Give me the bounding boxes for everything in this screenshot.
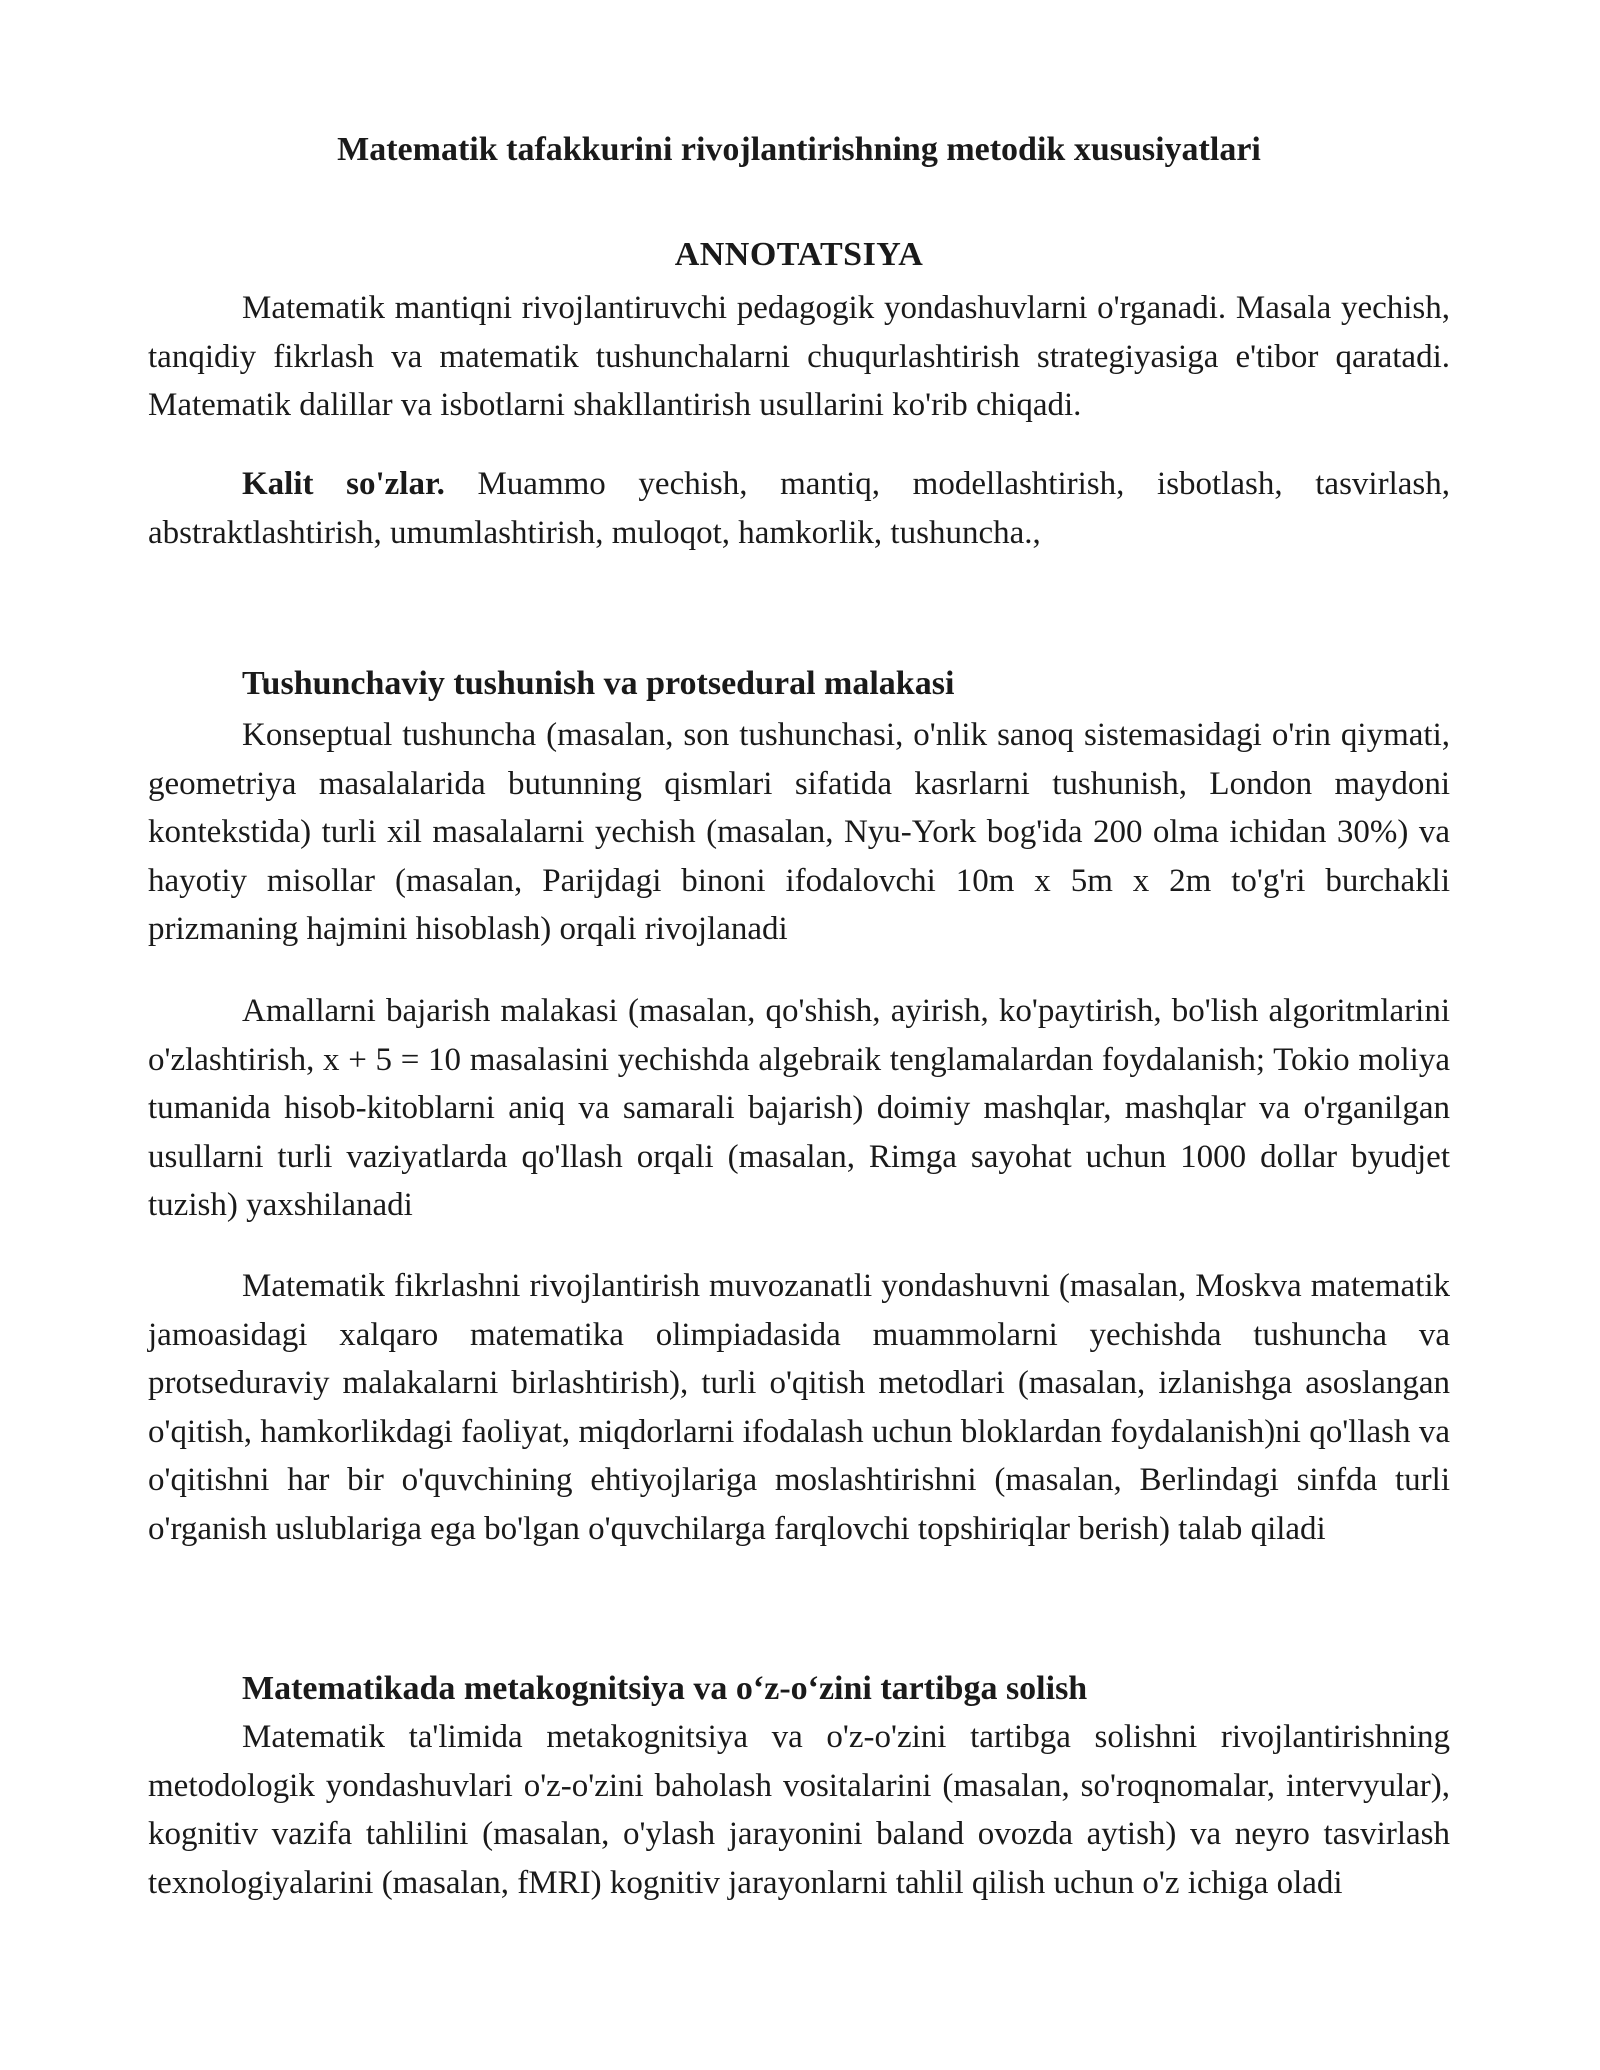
annotation-paragraph: Matematik mantiqni rivojlantiruvchi pedagogik yondashuvlarni o'rganadi. Masala yechish, tanqidiy fikrlash va matematik tushunchalarni chuqurlashtirish strategiyasiga e'tibor qaratadi. Matematik dalillar va isbotlarni shakllantirish usullarini ko'rib chiqadi. bbox=[148, 290, 1450, 423]
section1-heading: Tushunchaviy tushunish va protsedural malakasi bbox=[242, 665, 955, 702]
section2-heading: Matematikada metakognitsiya va o‘z-o‘zini tartibga solish bbox=[242, 1670, 1088, 1707]
section1-paragraph-1: Konseptual tushuncha (masalan, son tushunchasi, o'nlik sanoq sistemasidagi o'rin qiymati, geometriya masalalarida butunning qismlari sifatida kasrlarni tushunish, London maydoni kontekstida) turli xil masalalarni yechish (masalan, Nyu-York bog'ida 200 olma ichidan 30%) va hayotiy misollar (masalan, Parijdagi binoni ifodalovchi 10m x 5m x 2m to'g'ri burchakli prizmaning hajmini hisoblash) orqali rivojlanadi bbox=[148, 717, 1450, 947]
keywords-label: Kalit so'zlar. bbox=[242, 466, 445, 502]
section1-paragraph-3: Matematik fikrlashni rivojlantirish muvozanatli yondashuvni (masalan, Moskva matematik jamoasidagi xalqaro matematika olimpiadasida muammolarni yechishda tushuncha va protseduraviy malakalarni birlashtirish), turli o'qitish metodlari (masalan, izlanishga asoslangan o'qitish, hamkorlikdagi faoliyat, miqdorlarni ifodalash uchun bloklardan foydalanish)ni qo'llash va o'qitishni har bir o'quvchining ehtiyojlariga moslashtirishni (masalan, Berlindagi sinfda turli o'rganish uslublariga ega bo'lgan o'quvchilarga farqlovchi topshiriqlar berish) talab qiladi bbox=[148, 1268, 1450, 1547]
keywords-paragraph bbox=[148, 460, 1450, 557]
section2-paragraph-1: Matematik ta'limida metakognitsiya va o'z-o'zini tartibga solishni rivojlantirishning metodologik yondashuvlari o'z-o'zini baholash vositalarini (masalan, so'roqnomalar, intervyular), kognitiv vazifa tahlilini (masalan, o'ylash jarayonini baland ovozda aytish) va neyro tasvirlash texnologiyalarini (masalan, fMRI) kognitiv jarayonlarni tahlil qilish uchun o'z ichiga oladi bbox=[148, 1719, 1450, 1901]
annotation-heading: ANNOTATSIYA bbox=[674, 236, 924, 273]
keywords-text: Muammo yechish, mantiq, modellashtirish, isbotlash, tasvirlash, abstraktlashtirish, umumlashtirish, muloqot, hamkorlik, tushuncha., bbox=[148, 466, 1450, 551]
section1-paragraph-2: Amallarni bajarish malakasi (masalan, qo'shish, ayirish, ko'paytirish, bo'lish algoritmlarini o'zlashtirish, x + 5 = 10 masalasini yechishda algebraik tenglamalardan foydalanish; Tokio moliya tumanida hisob-kitoblarni aniq va samarali bajarish) doimiy mashqlar, mashqlar va o'rganilgan usullarni turli vaziyatlarda qo'llash orqali (masalan, Rimga sayohat uchun 1000 dollar byudjet tuzish) yaxshilanadi bbox=[148, 993, 1450, 1223]
document-title: Matematik tafakkurini rivojlantirishning metodik xususiyatlari bbox=[337, 131, 1261, 168]
